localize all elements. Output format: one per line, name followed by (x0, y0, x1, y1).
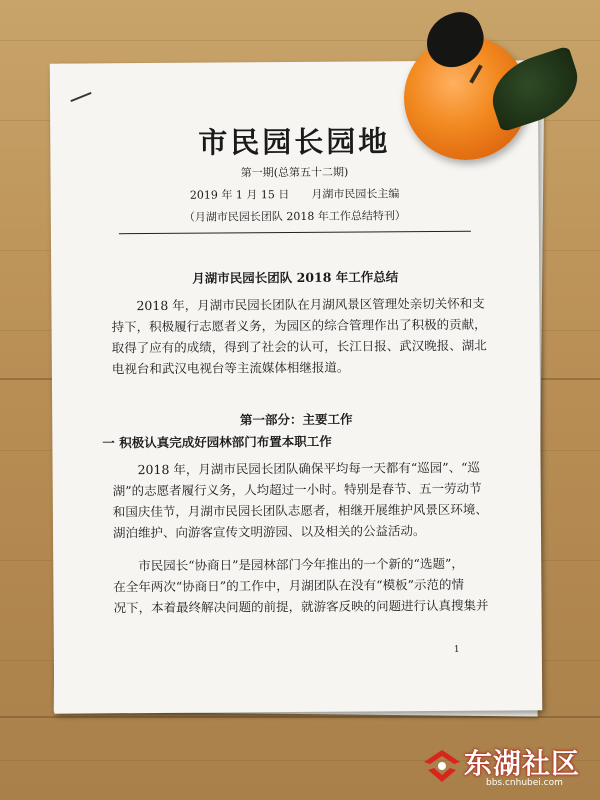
paragraph-line: 2018 年，月湖市民园长团队确保平均每一天都有“巡园”、“巡 (112, 459, 481, 478)
document-title: 市民园长园地 (198, 124, 391, 160)
paragraph-intro (111, 293, 502, 380)
wood-grain (0, 40, 600, 41)
issue-number: 第一期(总第五十二期) (240, 165, 349, 180)
paragraph-consultation (113, 553, 503, 619)
part-heading: 第一部分：主要工作 (239, 411, 353, 428)
paragraph-line: 和国庆佳节，月湖市民园长团队志愿者，相继开展维护风景区环境、 (112, 501, 488, 520)
section-title: 月湖市民园长团队 2018 年工作总结 (192, 269, 399, 286)
paragraph-line: 持下，积极履行志愿者义务，为园区的综合管理作出了积极的贡献， (111, 316, 487, 335)
watermark-logo-icon (420, 744, 464, 788)
paragraph-line: 电视台和武汉电视台等主流媒体相继报道。 (111, 359, 350, 377)
watermark-url: bbs.cnhubei.com (486, 778, 563, 788)
header-divider (119, 231, 471, 234)
paragraph-line: 市民园长“协商日”是园林部门今年推出的一个新的“选题”， (113, 555, 464, 574)
paragraph-line: 况下，本着最终解决问题的前提，就游客反映的问题进行认真搜集并 (113, 597, 489, 616)
paragraph-line: 湖泊维护、向游客宣传文明游园、以及相关的公益活动。 (112, 523, 426, 541)
paragraph-line: 在全年两次“协商日”的工作中，月湖团队在没有“模板”示范的情 (113, 576, 465, 595)
paragraph-line: 湖”的志愿者履行义务，人均超过一小时。特别是春节、五一劳动节 (112, 480, 482, 499)
paragraph-line: 2018 年，月湖市民园长团队在月湖风景区管理处亲切关怀和支 (111, 295, 485, 314)
watermark-name: 东湖社区 (464, 747, 581, 780)
page-number: 1 (453, 644, 460, 655)
sub-heading: 一 积极认真完成好园林部门布置本职工作 (102, 433, 332, 451)
paragraph-work (113, 457, 504, 544)
paragraph-line: 取得了应有的成绩，得到了社会的认可，长江日报、武汉晚报、湖北 (111, 337, 487, 356)
document-subtitle: （月湖市民园长团队 2018 年工作总结特刊） (183, 209, 406, 224)
table-plank-seam (0, 716, 600, 718)
date-editor: 2019 年 1 月 15 日 月湖市民园长主编 (189, 187, 400, 202)
